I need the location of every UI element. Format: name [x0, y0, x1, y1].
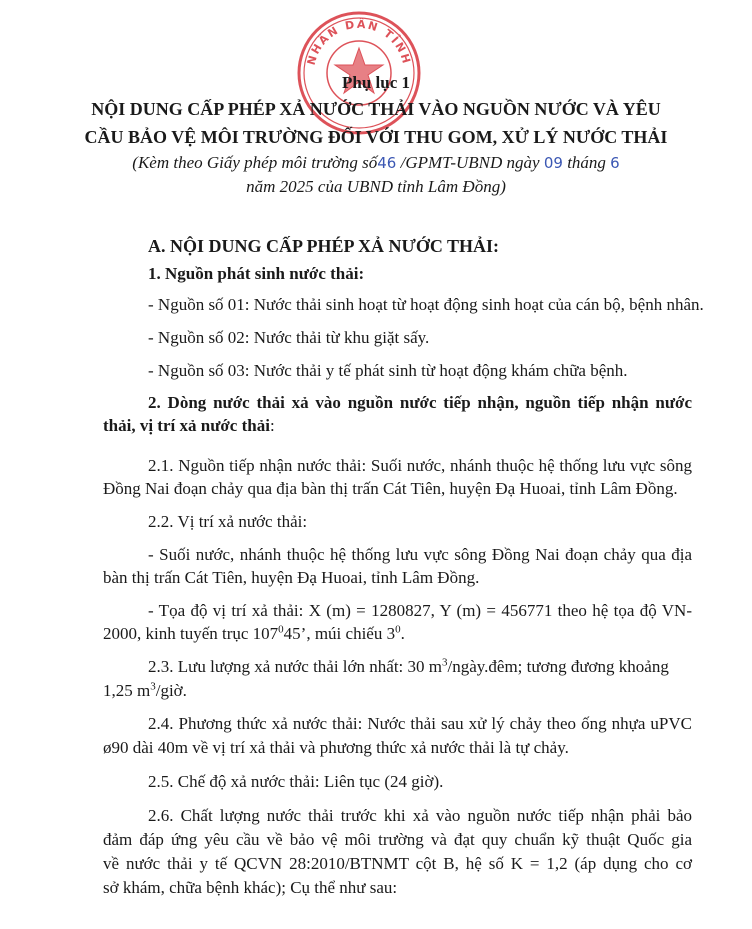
para-2-4-line-2: ø90 dài 40m về vị trí xả thải và phương thức xả nước thải là tự chảy.	[103, 738, 569, 757]
section-a-heading: A. NỘI DUNG CẤP PHÉP XẢ NƯỚC THẢI:	[148, 236, 500, 256]
para-2-4-line-1: 2.4. Phương thức xả nước thải: Nước thải sau xử lý chảy theo ống nhựa uPVC	[148, 714, 692, 733]
handwritten-permit-number: 46	[377, 154, 397, 172]
heading-2-line-2: thải, vị trí xả nước thải:	[103, 416, 275, 435]
para-2-6-line-4: sở khám, chữa bệnh khác); Cụ thể như sau:	[103, 878, 398, 897]
seal-text: NHÂN DÂN TỈNH	[304, 17, 414, 67]
handwritten-day: 09	[543, 154, 563, 172]
para-2-6-line-1: 2.6. Chất lượng nước thải trước khi xả vào nguồn nước tiếp nhận phải bảo	[148, 806, 692, 825]
para-2-5: 2.5. Chế độ xả nước thải: Liên tục (24 giờ).	[148, 772, 444, 791]
subtitle-line-2: năm 2025 của UBND tỉnh Lâm Đồng)	[246, 177, 506, 196]
para-2-6-line-2: đảm đáp ứng yêu cầu về bảo vệ môi trường và đạt quy chuẩn kỹ thuật Quốc gia	[103, 830, 692, 849]
heading-1: 1. Nguồn phát sinh nước thải:	[148, 264, 365, 283]
heading-2-line-1: 2. Dòng nước thải xả vào nguồn nước tiếp nhận, nguồn tiếp nhận nước	[148, 393, 692, 412]
handwritten-month: 6	[610, 154, 620, 172]
title-line-1: NỘI DUNG CẤP PHÉP XẢ NƯỚC THẢI VÀO NGUỒN NƯỚC VÀ YÊU	[91, 99, 661, 119]
appendix-label: Phụ lục 1	[341, 73, 411, 92]
para-2-3-line-2: 1,25 $m^3$/giờ.	[103, 680, 187, 700]
para-2-3-line-1: 2.3. Lưu lượng xả nước thải lớn nhất: 30 $m^3/ngày.đêm$; tương đương khoảng	[148, 656, 669, 676]
para-2-1-line-2: Đồng Nai đoạn chảy qua địa bàn thị trấn Cát Tiên, huyện Đạ Huoai, tỉnh Lâm Đồng.	[103, 479, 678, 498]
source-2: - Nguồn số 02: Nước thải từ khu giặt sấy.	[148, 328, 430, 347]
para-2-1-line-1: 2.1. Nguồn tiếp nhận nước thải: Suối nước, nhánh thuộc hệ thống lưu vực sông	[148, 456, 692, 475]
subtitle-line-1: (Kèm theo Giấy phép môi trường số46 /GPMT-UBND ngày 09 tháng 6	[132, 153, 620, 172]
source-1: - Nguồn số 01: Nước thải sinh hoạt từ hoạt động sinh hoạt của cán bộ, bệnh nhân.	[148, 295, 704, 314]
para-2-6-line-3: về nước thải y tế QCVN 28:2010/BTNMT cột B, hệ số K = 1,2 (áp dụng cho cơ	[103, 854, 692, 873]
para-2-2b-line-1: - Tọa độ vị trí xả thải: X (m) = 1280827, Y (m) = 456771 theo hệ tọa độ VN-	[148, 601, 692, 620]
para-2-2a-line-2: bàn thị trấn Cát Tiên, huyện Đạ Huoai, tỉnh Lâm Đồng.	[103, 568, 480, 587]
para-2-2: 2.2. Vị trí xả nước thải:	[148, 512, 308, 531]
title-line-2: CẦU BẢO VỆ MÔI TRƯỜNG ĐỐI VỚI THU GOM, XỬ LÝ NƯỚC THẢI	[84, 127, 668, 147]
source-3: - Nguồn số 03: Nước thải y tế phát sinh từ hoạt động khám chữa bệnh.	[148, 361, 628, 380]
para-2-2b-line-2: 2000, kinh tuyến trục $107^045$’, múi chiếu $3^0$.	[103, 623, 405, 643]
para-2-2a-line-1: - Suối nước, nhánh thuộc hệ thống lưu vực sông Đồng Nai đoạn chảy qua địa	[148, 545, 692, 564]
